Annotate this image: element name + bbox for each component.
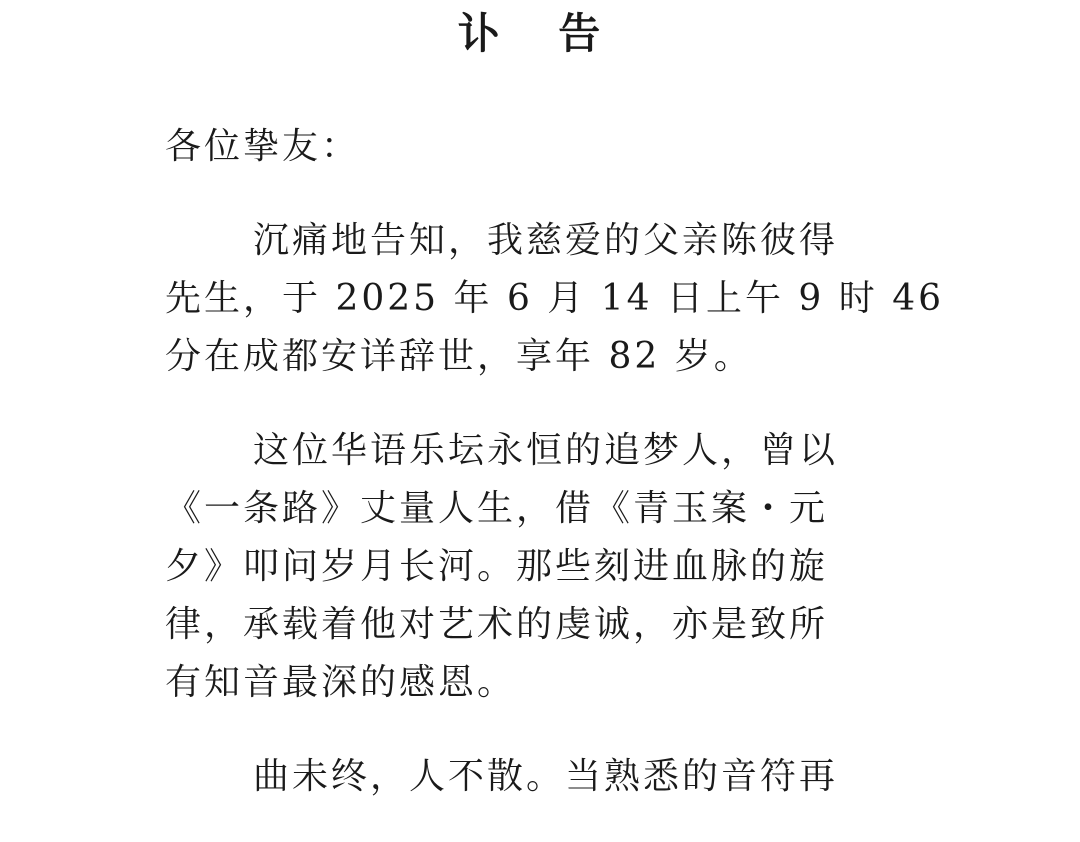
paragraph-line: 夕》叩问岁月长河。那些刻进血脉的旋	[165, 546, 829, 587]
paragraph-line: 有知音最深的感恩。	[165, 662, 517, 703]
document-body	[165, 118, 945, 842]
paragraph-tribute	[165, 422, 925, 712]
paragraph-line: 曲未终，人不散。当熟悉的音符再	[253, 756, 839, 797]
document-title: 讣 告	[457, 9, 623, 58]
paragraph-line: 沉痛地告知，我慈爱的父亲陈彼得	[253, 220, 839, 261]
salutation: 各位挚友：	[165, 126, 361, 167]
paragraph-closing	[165, 748, 925, 806]
paragraph-announcement	[165, 212, 945, 386]
paragraph-line: 这位华语乐坛永恒的追梦人，曾以	[253, 430, 839, 471]
paragraph-line: 《一条路》丈量人生，借《青玉案・元	[165, 488, 829, 529]
paragraph-line: 律，承载着他对艺术的虔诚，亦是致所	[165, 604, 829, 645]
paragraph-line: 分在成都安详辞世，享年 82 岁。	[165, 336, 753, 377]
paragraph-line: 先生，于 2025 年 6 月 14 日上午 9 时 46	[165, 278, 945, 319]
